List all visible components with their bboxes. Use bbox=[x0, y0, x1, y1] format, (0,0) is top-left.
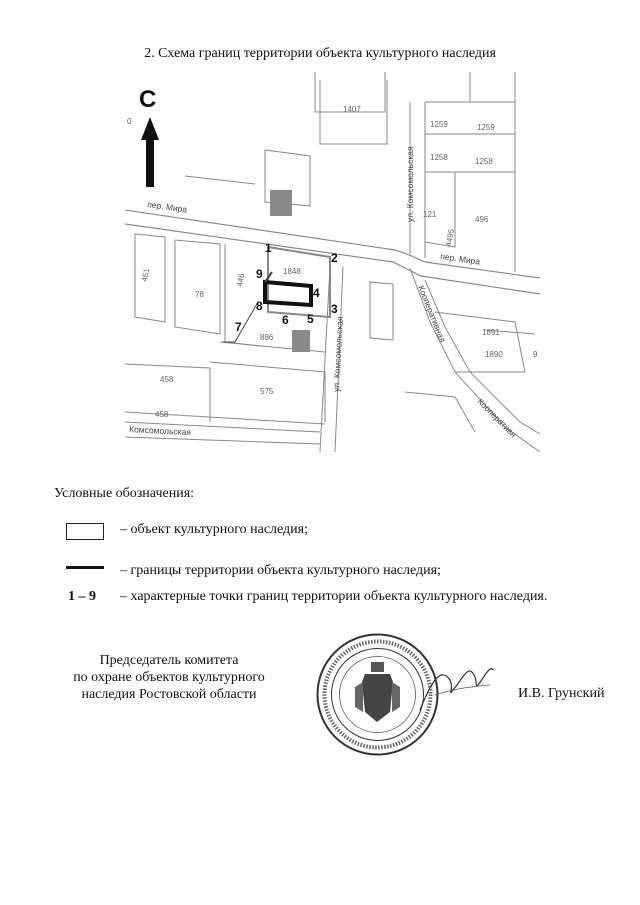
point-8: 8 bbox=[256, 299, 263, 313]
point-2: 2 bbox=[331, 251, 338, 265]
lot-label: 1891 bbox=[482, 328, 500, 337]
street-mira-right: пер. Мира bbox=[439, 251, 481, 267]
legend-desc: – границы территории объекта культурного наследия; bbox=[120, 563, 441, 578]
street-komsomolskaya-bottom: Комсомольская bbox=[128, 424, 192, 438]
boundary-scheme-map bbox=[125, 72, 540, 452]
lot-label: 1259 bbox=[430, 120, 448, 129]
lot-label: 121 bbox=[423, 210, 437, 219]
point-3: 3 bbox=[331, 302, 338, 316]
lot-label: 4495 bbox=[444, 228, 457, 248]
street-komsomolskaya-south: ул. Комсомольская bbox=[331, 316, 345, 393]
street-kooperativnaya: Кооперативная bbox=[416, 284, 448, 344]
position-line: по охране объектов культурного bbox=[73, 670, 265, 685]
object-symbol bbox=[66, 523, 104, 540]
point-7: 7 bbox=[235, 320, 242, 334]
point-4: 4 bbox=[313, 286, 320, 300]
lot-label: 0 bbox=[127, 117, 132, 126]
lot-label: 886 bbox=[260, 333, 274, 342]
lot-label: 458 bbox=[155, 410, 169, 419]
lot-label: 446 bbox=[235, 272, 247, 288]
signatory-name: И.В. Грунский bbox=[518, 686, 605, 701]
lot-label: 451 bbox=[140, 267, 152, 283]
lot-label: 1848 bbox=[283, 267, 301, 276]
point-6: 6 bbox=[282, 313, 289, 327]
lot-label: 1259 bbox=[477, 123, 495, 132]
handwritten-signature bbox=[415, 655, 495, 715]
lot-label: 9 bbox=[533, 350, 538, 359]
page-title: 2. Схема границ территории объекта культурного наследия bbox=[144, 46, 496, 61]
north-label: С bbox=[139, 86, 157, 113]
lot-label: 78 bbox=[195, 290, 204, 299]
lot-label: 1258 bbox=[430, 153, 448, 162]
street-mira-left: пер. Мира bbox=[146, 199, 188, 215]
points-symbol: 1 – 9 bbox=[68, 589, 96, 604]
legend-desc: – объект культурного наследия; bbox=[120, 522, 308, 537]
point-5: 5 bbox=[307, 312, 314, 326]
lot-label: 1407 bbox=[343, 105, 361, 114]
lot-label: 458 bbox=[160, 375, 174, 384]
position-line: Председатель комитета bbox=[99, 653, 239, 668]
street-kooperativnaya-right: Кооперативн bbox=[475, 396, 519, 440]
lot-label: 1890 bbox=[485, 350, 503, 359]
lot-label: 575 bbox=[260, 387, 274, 396]
lot-label: 1258 bbox=[475, 157, 493, 166]
street-komsomolskaya-north: ул. Комсомольская bbox=[405, 146, 415, 222]
position-line: наследия Ростовской области bbox=[81, 687, 257, 702]
point-9: 9 bbox=[256, 267, 263, 281]
signatory-position bbox=[54, 652, 284, 703]
legend-heading: Условные обозначения: bbox=[54, 486, 195, 501]
boundary-symbol bbox=[66, 566, 104, 569]
point-1: 1 bbox=[265, 241, 272, 255]
legend-desc: – характерные точки границ территории объекта культурного наследия. bbox=[120, 589, 548, 604]
lot-label: 496 bbox=[475, 215, 489, 224]
